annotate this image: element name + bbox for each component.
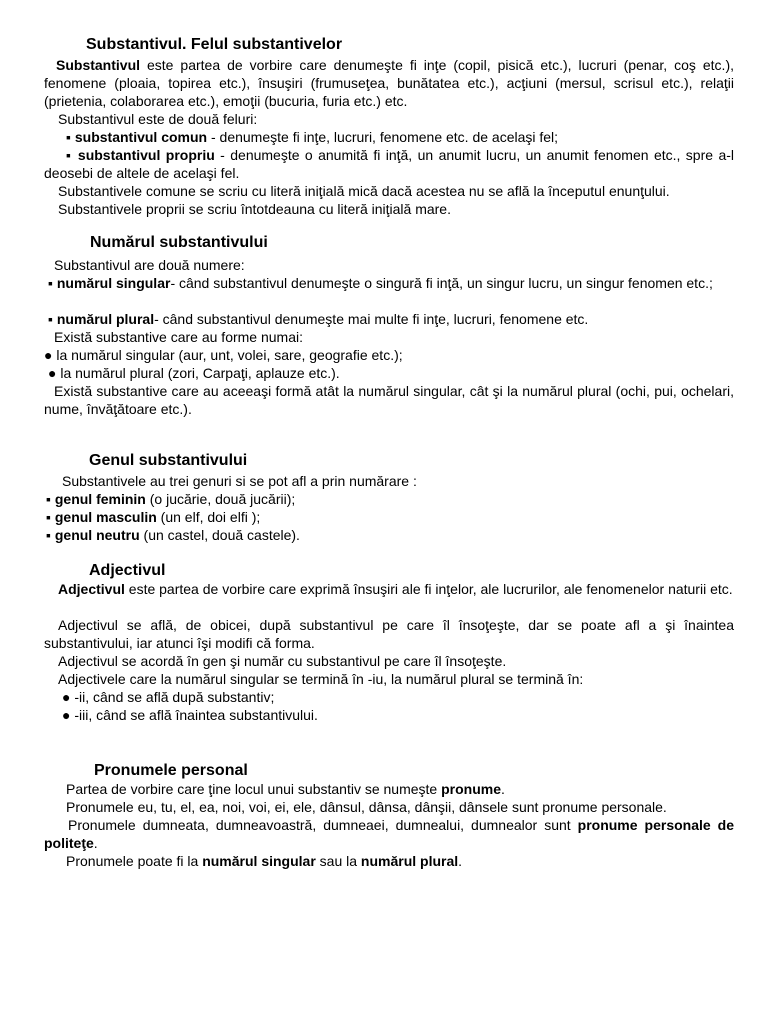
paragraph: Partea de vorbire care ţine locul unui substantiv se numeşte pronume.	[66, 781, 505, 797]
paragraph: Pronumele poate fi la numărul singular sau la numărul plural.	[66, 853, 463, 869]
paragraph: Substantivul are două numere:	[54, 257, 245, 273]
list-item: ▪ genul feminin (o jucărie, două jucării);	[46, 491, 296, 507]
section-title-adjectivul: Adjectivul	[89, 562, 166, 579]
paragraph: Există substantive care au aceeaşi formă atât la numărul singular, cât şi la numărul plural (ochi, pui, ochelari, nume, învăţătoare etc.).	[44, 383, 734, 417]
list-item: ● -iii, când se află înaintea substantivului.	[62, 707, 318, 723]
list-item: ● la numărul plural (zori, Carpaţi, aplauze etc.).	[48, 365, 340, 381]
list-item: ▪ numărul singular- când substantivul denumeşte o singură fi inţă, un singur lucru, un singur fenomen etc.;	[48, 275, 713, 291]
list-item: ● -ii, când se află după substantiv;	[62, 689, 275, 705]
list-item: ▪ substantivul propriu - denumeşte o anumită fi inţă, un anumit lucru, un anumit fenomen etc., spre a-l deosebi de altele de acelaşi fel.	[44, 147, 735, 181]
list-item: ● la numărul singular (aur, unt, volei, sare, geografie etc.);	[44, 347, 403, 363]
paragraph: Adjectivele care la numărul singular se termină în -iu, la numărul plural se termină în:	[58, 671, 584, 687]
paragraph: Pronumele eu, tu, el, ea, noi, voi, ei, ele, dânsul, dânsa, dânşii, dânsele sunt pronume personale.	[66, 799, 667, 815]
paragraph: Există substantive care au forme numai:	[54, 329, 304, 345]
paragraph: Adjectivul se acordă în gen şi număr cu substantivul pe care îl însoţeşte.	[58, 653, 507, 669]
paragraph: Substantivul este partea de vorbire care denumeşte fi inţe (copil, pisică etc.), lucruri (penar, coş etc.), fenomene (ploaia, topirea etc.), însuşiri (frumuseţea, bunătatea etc.), acţiuni (mersul, scrisul etc.), relaţii (prietenia, colaborarea etc.), emoţii (bucuria, furia etc.) etc.	[44, 57, 734, 109]
section-title-genul: Genul substantivului	[89, 452, 248, 469]
list-item: ▪ substantivul comun - denumeşte fi inţe, lucruri, fenomene etc. de acelaşi fel;	[66, 129, 559, 145]
paragraph: Substantivele proprii se scriu întotdeauna cu literă iniţială mare.	[58, 201, 451, 217]
list-item: ▪ genul masculin (un elf, doi elfi );	[46, 509, 261, 525]
paragraph: Substantivele comune se scriu cu literă iniţială mică dacă acestea nu se află la începutul enunţului.	[58, 183, 670, 199]
paragraph: Pronumele dumneata, dumneavoastră, dumneaei, dumnealui, dumnealor sunt pronume personale de politeţe.	[44, 817, 734, 851]
list-item: ▪ genul neutru (un castel, două castele).	[46, 527, 300, 543]
paragraph: Substantivele au trei genuri si se pot afl a prin numărare :	[62, 473, 417, 489]
section-title-pronumele: Pronumele personal	[94, 762, 248, 779]
section-title-substantivul: Substantivul. Felul substantivelor	[86, 36, 343, 53]
paragraph: Substantivul este de două feluri:	[58, 111, 258, 127]
section-title-numarul: Numărul substantivului	[90, 234, 268, 251]
paragraph: Adjectivul este partea de vorbire care exprimă însuşiri ale fi inţelor, ale lucrurilor, ale fenomenelor naturii etc.	[58, 581, 733, 597]
list-item: ▪ numărul plural- când substantivul denumeşte mai multe fi inţe, lucruri, fenomene etc.	[48, 311, 589, 327]
paragraph: Adjectivul se află, de obicei, după substantivul pe care îl însoţeşte, dar se poate afl a şi înaintea substantivului, iar atunci îşi modifi că forma.	[44, 617, 734, 651]
